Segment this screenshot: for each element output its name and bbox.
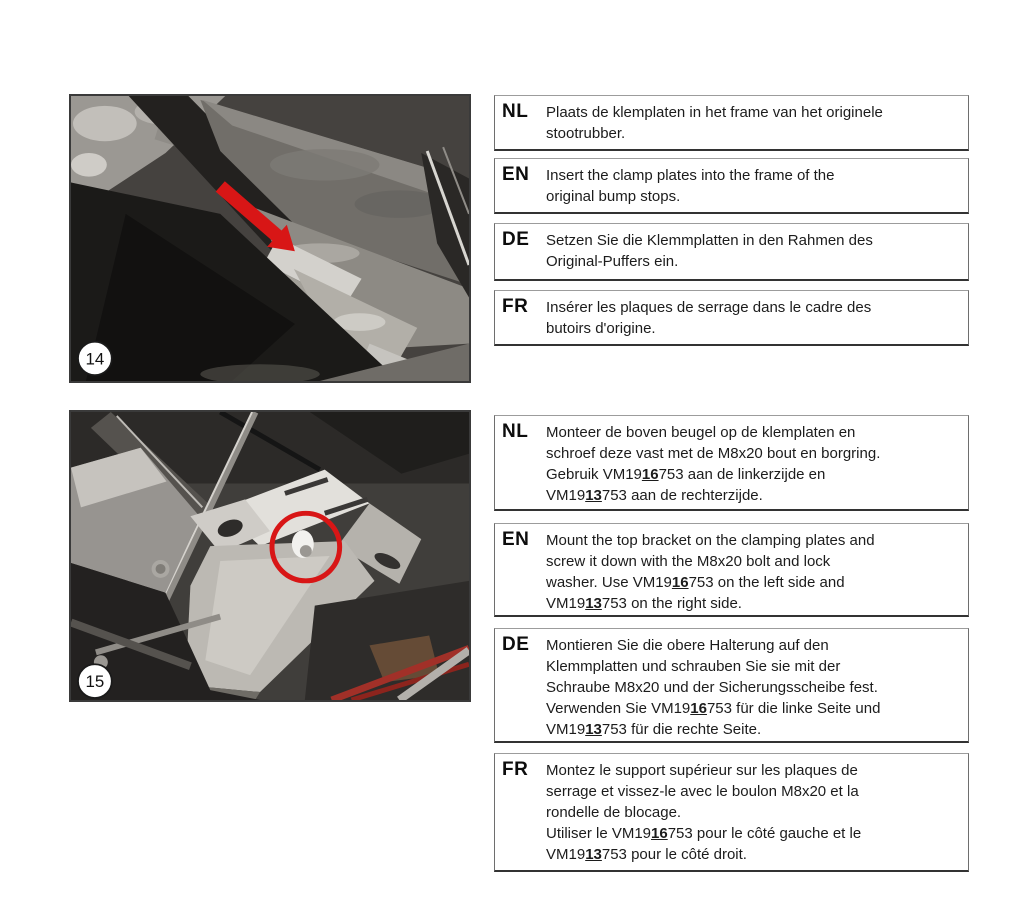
figure-15-photo (69, 410, 471, 702)
instruction-box-en-step15 (494, 523, 969, 617)
figure-14-photo (69, 94, 471, 383)
instruction-text-nl: Plaats de klemplaten in het frame van het originele stootrubber. (546, 104, 883, 142)
language-label-nl: NL (502, 101, 529, 122)
instruction-text-de: Montieren Sie die obere Halterung auf den Klemmplatten und schrauben Sie sie mit der Schraube M8x20 und der Sicherungsscheibe fest. Verwenden Sie VM1916753 für die linke Seite und VM1913753 für die rechte Seite. (546, 637, 881, 738)
instruction-text-nl: Monteer de boven beugel op de klemplaten en schroef deze vast met de M8x20 bout en borgring. Gebruik VM1916753 aan de linkerzijde en VM1913753 aan de rechterzijde. (546, 424, 881, 504)
figure-number: 14 (85, 349, 105, 369)
language-label-fr: FR (502, 759, 529, 780)
language-label-en: EN (502, 529, 530, 550)
instruction-box-fr-step15 (494, 753, 969, 872)
figure-number-badge (78, 342, 112, 375)
language-label-fr: FR (502, 296, 529, 317)
instruction-text-fr: Insérer les plaques de serrage dans le cadre des butoirs d'origine. (546, 299, 872, 337)
underbody-photo-step15 (71, 412, 469, 700)
language-label-de: DE (502, 634, 530, 655)
instruction-box-de-step14 (494, 223, 969, 281)
instruction-box-de-step15 (494, 628, 969, 743)
language-label-de: DE (502, 229, 530, 250)
figure-number-badge (78, 664, 112, 698)
figure-number: 15 (85, 672, 105, 692)
instruction-text-en: Insert the clamp plates into the frame of the original bump stops. (546, 167, 835, 205)
instruction-box-fr-step14 (494, 290, 969, 346)
instruction-box-nl-step15 (494, 415, 969, 511)
instruction-box-en-step14 (494, 158, 969, 214)
instruction-text-de: Setzen Sie die Klemmplatten in den Rahmen des Original-Puffers ein. (546, 232, 873, 270)
language-label-en: EN (502, 164, 530, 185)
instruction-text-en: Mount the top bracket on the clamping plates and screw it down with the M8x20 bolt and lock washer. Use VM1916753 on the left side and VM1913753 on the right side. (546, 532, 875, 612)
language-label-nl: NL (502, 421, 529, 442)
instruction-text-fr: Montez le support supérieur sur les plaques de serrage et vissez-le avec le boulon M8x20 et la rondelle de blocage. Utiliser le VM1916753 pour le côté gauche et le VM1913753 pour le côté droit. (546, 762, 862, 863)
underbody-photo-step14 (71, 96, 469, 381)
instruction-box-nl-step14 (494, 95, 969, 151)
